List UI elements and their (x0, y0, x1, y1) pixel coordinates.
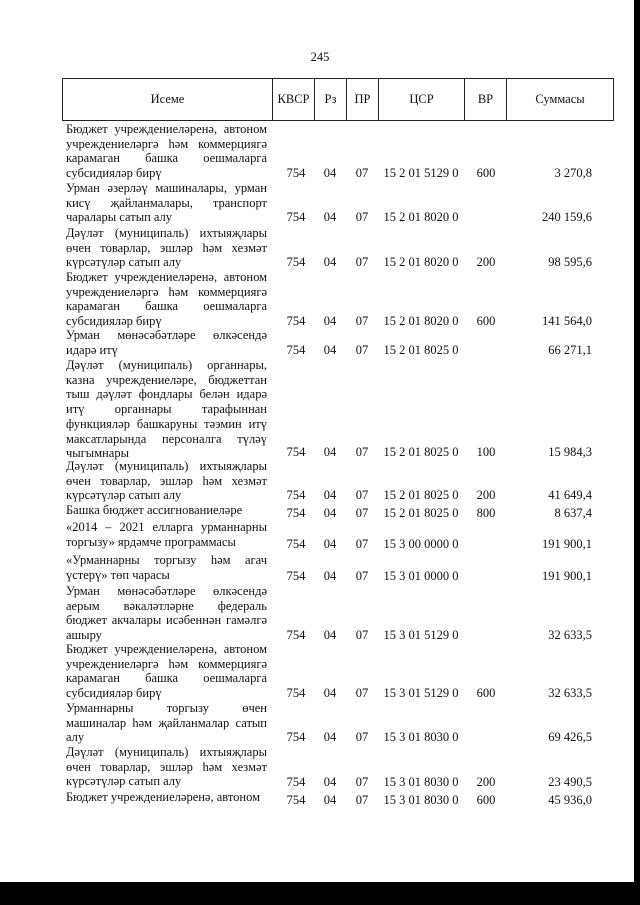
scan-edge (634, 0, 640, 882)
table-row (0, 790, 640, 808)
row-sum: 240 159,6 (542, 210, 592, 224)
header-csr: ЦСР (409, 92, 434, 106)
header-name: Исеме (150, 92, 185, 106)
row-kvsr: 754 (286, 445, 306, 459)
row-csr: 15 3 01 5129 0 (383, 628, 459, 642)
header-rz: Рз (324, 92, 337, 106)
row-kvsr: 754 (286, 255, 306, 269)
row-name: «Урманнарны торгызу һәм агач үстерү» төп чарасы (66, 553, 267, 582)
row-name: Бюджет учреждениеләренә, автоном учреждениеләргә һәм коммерциягә карамаган башка оешмаларга субсидияләр бирү (66, 642, 267, 701)
table-row (0, 553, 640, 584)
row-csr: 15 2 01 8020 0 (383, 210, 459, 224)
table-row (0, 270, 640, 329)
table-row (0, 122, 640, 181)
row-pr: 07 (355, 314, 369, 328)
row-pr: 07 (355, 210, 369, 224)
row-csr: 15 2 01 8025 0 (383, 506, 459, 520)
row-kvsr: 754 (286, 343, 306, 357)
row-kvsr: 754 (286, 775, 306, 789)
row-kvsr: 754 (286, 537, 306, 551)
row-pr: 07 (355, 537, 369, 551)
row-vr: 600 (476, 314, 496, 328)
row-rz: 04 (323, 343, 337, 357)
scan-bottom-bar (0, 882, 640, 905)
row-vr: 600 (476, 793, 496, 807)
row-kvsr: 754 (286, 628, 306, 642)
table-row (0, 459, 640, 503)
row-rz: 04 (323, 445, 337, 459)
row-vr: 200 (476, 488, 496, 502)
row-pr: 07 (355, 255, 369, 269)
row-vr: 200 (476, 775, 496, 789)
row-pr: 07 (355, 686, 369, 700)
row-csr: 15 3 01 0000 0 (383, 569, 459, 583)
table-row (0, 226, 640, 270)
row-pr: 07 (355, 488, 369, 502)
row-sum: 32 633,5 (548, 628, 592, 642)
table-row (0, 181, 640, 225)
table-row (0, 642, 640, 701)
row-pr: 07 (355, 569, 369, 583)
row-vr: 100 (476, 445, 496, 459)
row-rz: 04 (323, 506, 337, 520)
row-name: Урман мөнәсәбәтләре өлкәсендә идарә итү (66, 328, 267, 357)
row-csr: 15 2 01 8025 0 (383, 488, 459, 502)
row-sum: 191 900,1 (542, 537, 592, 551)
row-sum: 41 649,4 (548, 488, 592, 502)
row-name: Дәүләт (муниципаль) ихтыяҗлары өчен товарлар, эшләр һәм хезмәт күрсәтүләр сатып алу (66, 745, 267, 789)
row-rz: 04 (323, 730, 337, 744)
row-name: Дәүләт (муниципаль) ихтыяҗлары өчен товарлар, эшләр һәм хезмәт күрсәтүләр сатып алу (66, 226, 267, 270)
row-sum: 66 271,1 (548, 343, 592, 357)
row-sum: 45 936,0 (548, 793, 592, 807)
row-kvsr: 754 (286, 314, 306, 328)
row-name: Дәүләт (муниципаль) органнары, казна учреждениеләре, бюджеттан тыш дәүләт фондлары белән идарә итү органнары тарафыннан функцияләр башкаруны тәэмин итү максатларында персоналга түләү чыгымнары (66, 358, 267, 461)
row-pr: 07 (355, 628, 369, 642)
row-vr: 600 (476, 686, 496, 700)
row-sum: 15 984,3 (548, 445, 592, 459)
row-kvsr: 754 (286, 730, 306, 744)
row-rz: 04 (323, 166, 337, 180)
row-sum: 69 426,5 (548, 730, 592, 744)
header-sum: Суммасы (535, 92, 585, 106)
row-pr: 07 (355, 166, 369, 180)
row-name: Урман әзерләү машиналары, урман кисү җайланмалары, транспорт чаралары сатып алу (66, 181, 267, 225)
table-row (0, 358, 640, 460)
row-pr: 07 (355, 343, 369, 357)
row-sum: 8 637,4 (554, 506, 592, 520)
row-sum: 191 900,1 (542, 569, 592, 583)
row-vr: 200 (476, 255, 496, 269)
row-csr: 15 3 01 8030 0 (383, 793, 459, 807)
row-kvsr: 754 (286, 686, 306, 700)
header-kvsr: КВСР (277, 92, 310, 106)
row-name: Бюджет учреждениеләренә, автоном учреждениеләргә һәм коммерциягә карамаган башка оешмаларга субсидияләр бирү (66, 122, 267, 181)
row-csr: 15 2 01 5129 0 (383, 166, 459, 180)
table-row (0, 520, 640, 552)
row-kvsr: 754 (286, 569, 306, 583)
row-pr: 07 (355, 506, 369, 520)
row-sum: 32 633,5 (548, 686, 592, 700)
row-rz: 04 (323, 793, 337, 807)
row-sum: 3 270,8 (554, 166, 592, 180)
row-rz: 04 (323, 210, 337, 224)
table-row (0, 745, 640, 790)
row-csr: 15 2 01 8025 0 (383, 445, 459, 459)
row-kvsr: 754 (286, 210, 306, 224)
row-name: Урманнарны торгызу өчен машиналар һәм җайланмалар сатып алу (66, 701, 267, 745)
row-pr: 07 (355, 775, 369, 789)
row-rz: 04 (323, 775, 337, 789)
row-rz: 04 (323, 314, 337, 328)
table-row (0, 503, 640, 521)
row-kvsr: 754 (286, 488, 306, 502)
row-csr: 15 3 00 0000 0 (383, 537, 459, 551)
row-rz: 04 (323, 628, 337, 642)
row-sum: 23 490,5 (548, 775, 592, 789)
row-sum: 141 564,0 (542, 314, 592, 328)
row-csr: 15 2 01 8020 0 (383, 255, 459, 269)
table-row (0, 584, 640, 643)
row-name: Бюджет учреждениеләренә, автоном учреждениеләргә һәм коммерциягә карамаган башка оешмаларга субсидияләр бирү (66, 270, 267, 329)
row-name: «2014 – 2021 елларга урманнарны торгызу» ярдәмче программасы (66, 520, 267, 549)
row-csr: 15 3 01 5129 0 (383, 686, 459, 700)
row-csr: 15 2 01 8020 0 (383, 314, 459, 328)
page-number: 245 (310, 50, 330, 64)
row-rz: 04 (323, 488, 337, 502)
row-rz: 04 (323, 686, 337, 700)
row-vr: 800 (476, 506, 496, 520)
row-vr: 600 (476, 166, 496, 180)
table-row (0, 701, 640, 745)
row-kvsr: 754 (286, 506, 306, 520)
row-csr: 15 3 01 8030 0 (383, 730, 459, 744)
row-csr: 15 2 01 8025 0 (383, 343, 459, 357)
row-pr: 07 (355, 445, 369, 459)
row-pr: 07 (355, 793, 369, 807)
row-name: Бюджет учреждениеләренә, автоном (66, 790, 261, 804)
row-sum: 98 595,6 (548, 255, 592, 269)
row-rz: 04 (323, 255, 337, 269)
header-pr: ПР (354, 92, 371, 106)
row-name: Башка бюджет ассигнованиеләре (66, 503, 243, 517)
row-csr: 15 3 01 8030 0 (383, 775, 459, 789)
row-rz: 04 (323, 537, 337, 551)
row-pr: 07 (355, 730, 369, 744)
row-kvsr: 754 (286, 793, 306, 807)
row-rz: 04 (323, 569, 337, 583)
row-name: Дәүләт (муниципаль) ихтыяҗлары өчен товарлар, эшләр һәм хезмәт күрсәтүләр сатып алу (66, 459, 267, 503)
table-row (0, 328, 640, 358)
row-kvsr: 754 (286, 166, 306, 180)
row-name: Урман мөнәсәбәтләре өлкәсендә аерым вәкаләтләрне федераль бюджет акчалары исәбеннән гамәлгә ашыру (66, 584, 267, 643)
header-vr: ВР (477, 92, 494, 106)
table-header (62, 78, 614, 121)
